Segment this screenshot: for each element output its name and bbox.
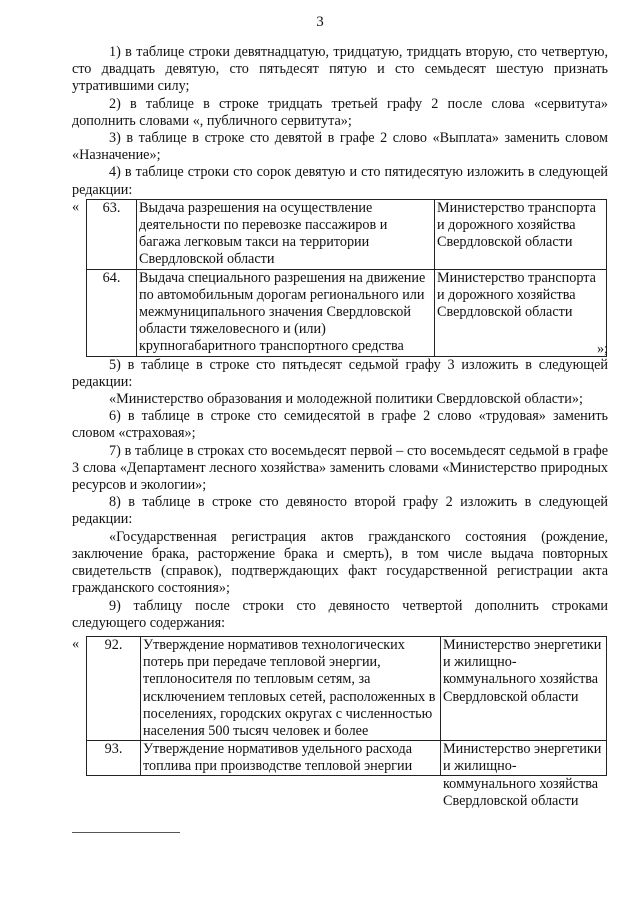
item-9: 9) таблицу после строки сто девяносто четвертой дополнить строками следующего содержания: (72, 597, 608, 631)
row-authority: Министерство энергетики и жилищно-коммунального хозяйства Свердловской области (441, 636, 607, 740)
row-number: 63. (87, 199, 137, 269)
row-number: 93. (87, 741, 141, 776)
row-text: Утверждение нормативов технологических потерь при передаче тепловой энергии, теплоносителя по тепловым сетям, за исключением тепловых сетей, расположенных в поселениях, городских округах с численностью населения 500 тысяч человек и более (141, 636, 441, 740)
row-number: 64. (87, 269, 137, 356)
row-authority-truncated: Министерство энергетики и жилищно-коммунального хозяйства Свердловской области (441, 741, 607, 776)
amendment-table-1 (72, 199, 608, 357)
amendment-table-2 (72, 635, 608, 809)
item-5-quote: «Министерство образования и молодежной политики Свердловской области»; (109, 391, 583, 408)
row-authority: Министерство транспорта и дорожного хозяйства Свердловской области (435, 269, 607, 356)
row-text-truncated: Утверждение нормативов удельного расхода топлива при производстве тепловой энергии (141, 741, 441, 776)
table-row (87, 199, 607, 269)
open-quote: « (72, 635, 80, 652)
open-quote: « (72, 198, 80, 215)
item-8: 8) в таблице в строке сто девяносто второй графу 2 изложить в следующей редакции: (72, 494, 608, 528)
table-row (87, 269, 607, 356)
item-1: 1) в таблице строки девятнадцатую, тридцатую, тридцать вторую, сто четвертую, сто двадцать девятую, сто пятьдесят пятую и сто семьдесят шестую признать утратившими силу; (72, 44, 608, 95)
item-7: 7) в таблице в строках сто восемьдесят первой – сто восемьдесят седьмой в графе 3 слова «Департамент лесного хозяйства» заменить словами «Министерство природных ресурсов и экологии»; (72, 442, 608, 494)
document-body (72, 44, 608, 809)
footnote-divider (72, 832, 180, 833)
row-authority: Министерство транспорта и дорожного хозяйства Свердловской области (435, 199, 607, 269)
item-4: 4) в таблице строки сто сорок девятую и сто пятидесятую изложить в следующей редакции: (72, 164, 608, 198)
close-quote: »; (596, 341, 608, 358)
row-number: 92. (87, 636, 141, 740)
item-6: 6) в таблице в строке сто семидесятой в графе 2 слово «трудовая» заменить словом «страховая»; (72, 408, 608, 442)
row-text: Выдача специального разрешения на движение по автомобильным дорогам регионального или межмуниципального значения Свердловской области тяжеловесного и (или) крупногабаритного транспортного средства (137, 269, 435, 356)
page-number: 3 (316, 14, 324, 30)
item-3: 3) в таблице в строке сто девятой в графе 2 слово «Выплата» заменить словом «Назначение»; (72, 130, 608, 164)
table-row (87, 636, 607, 740)
item-8-quote: «Государственная регистрация актов гражданского состояния (рождение, заключение брака, расторжение брака и смерть), в том числе выдача повторных свидетельств (справок), подтверждающих факт государственной регистрации акта гражданского состояния»; (72, 528, 608, 597)
item-5: 5) в таблице в строке сто пятьдесят седьмой графу 3 изложить в следующей редакции: (72, 356, 608, 390)
item-2: 2) в таблице в строке тридцать третьей графу 2 после слова «сервитута» дополнить словами «, публичного сервитута»; (72, 95, 608, 129)
row-text: Выдача разрешения на осуществление деятельности по перевозке пассажиров и багажа легковым такси на территории Свердловской области (137, 199, 435, 269)
table-row (87, 741, 607, 776)
